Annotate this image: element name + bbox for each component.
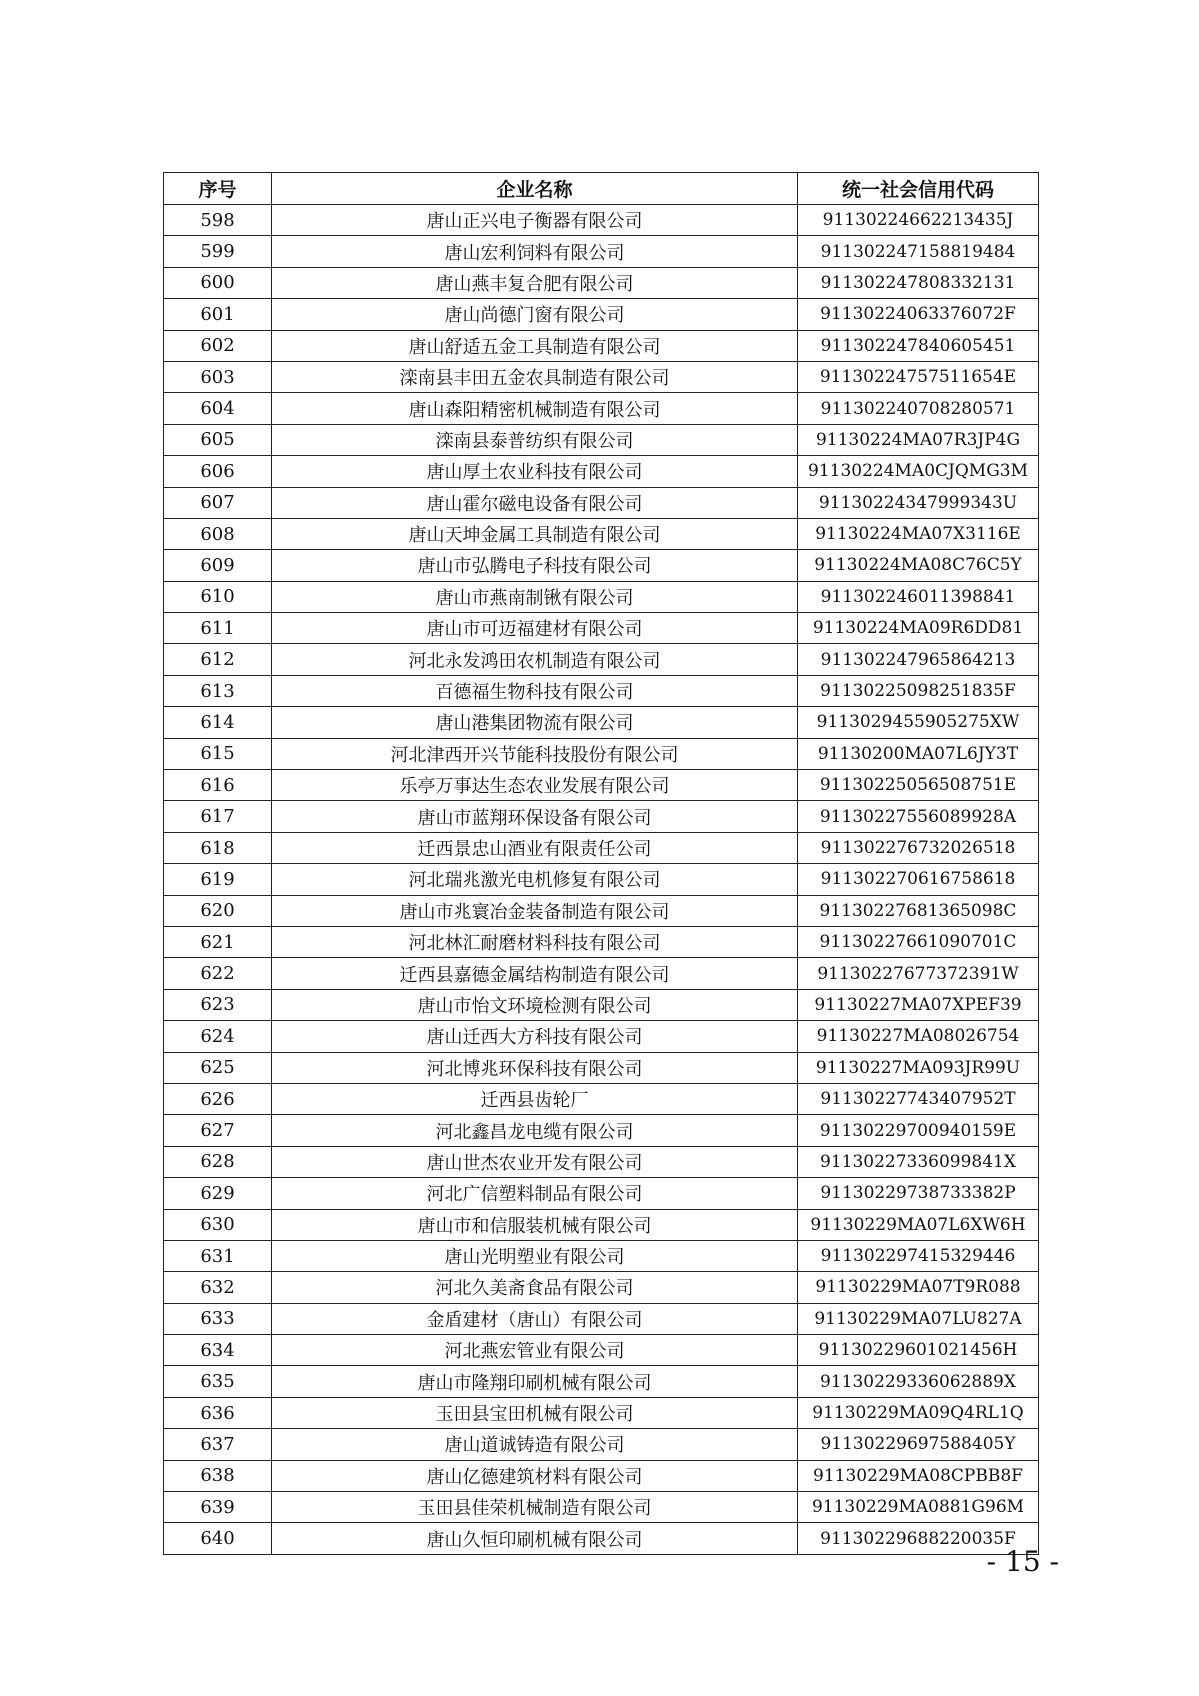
company-name-cell: 唐山天坤金属工具制造有限公司 <box>272 518 798 549</box>
credit-code-cell: 91130224MA0CJQMG3M <box>798 456 1039 487</box>
serial-number-cell: 623 <box>164 989 272 1020</box>
serial-number-cell: 618 <box>164 832 272 863</box>
company-name-cell: 唐山市兆寰冶金装备制造有限公司 <box>272 895 798 926</box>
company-name-cell: 乐亭万事达生态农业发展有限公司 <box>272 770 798 801</box>
credit-code-cell: 91130229336062889X <box>798 1366 1039 1397</box>
table-row <box>164 613 1039 644</box>
credit-code-cell: 91130227MA07XPEF39 <box>798 989 1039 1020</box>
company-name-cell: 玉田县佳荣机械制造有限公司 <box>272 1492 798 1523</box>
serial-number-cell: 598 <box>164 205 272 236</box>
serial-number-cell: 634 <box>164 1335 272 1366</box>
company-name-cell: 唐山正兴电子衡器有限公司 <box>272 205 798 236</box>
credit-code-cell: 91130225098251835F <box>798 675 1039 706</box>
enterprise-table <box>163 172 1039 1555</box>
credit-code-cell: 91130229MA08CPBB8F <box>798 1460 1039 1491</box>
table-header <box>164 173 1039 205</box>
credit-code-cell: 91130224662213435J <box>798 205 1039 236</box>
serial-number-cell: 625 <box>164 1052 272 1083</box>
serial-number-cell: 608 <box>164 518 272 549</box>
credit-code-cell: 91130224MA07R3JP4G <box>798 424 1039 455</box>
company-name-cell: 河北林汇耐磨材料科技有限公司 <box>272 926 798 957</box>
table-row <box>164 1272 1039 1303</box>
company-name-cell: 唐山舒适五金工具制造有限公司 <box>272 330 798 361</box>
serial-number-cell: 609 <box>164 550 272 581</box>
company-name-cell: 河北永发鸿田农机制造有限公司 <box>272 644 798 675</box>
credit-code-cell: 911302247158819484 <box>798 236 1039 267</box>
enterprise-table-container <box>163 172 1038 1555</box>
table-row <box>164 864 1039 895</box>
page-number: - 15 - <box>986 1545 1059 1578</box>
serial-number-cell: 637 <box>164 1429 272 1460</box>
serial-number-cell: 610 <box>164 581 272 612</box>
company-name-cell: 唐山久恒印刷机械有限公司 <box>272 1523 798 1554</box>
table-row <box>164 487 1039 518</box>
serial-number-cell: 606 <box>164 456 272 487</box>
company-name-cell: 唐山森阳精密机械制造有限公司 <box>272 393 798 424</box>
credit-code-cell: 91130229738733382P <box>798 1178 1039 1209</box>
company-name-cell: 河北鑫昌龙电缆有限公司 <box>272 1115 798 1146</box>
serial-number-cell: 624 <box>164 1021 272 1052</box>
table-row <box>164 330 1039 361</box>
credit-code-cell: 911302247808332131 <box>798 267 1039 298</box>
serial-number-cell: 631 <box>164 1240 272 1271</box>
table-row <box>164 958 1039 989</box>
table-row <box>164 738 1039 769</box>
credit-code-cell: 91130225056508751E <box>798 770 1039 801</box>
credit-code-cell: 91130229MA07LU827A <box>798 1303 1039 1334</box>
table-row <box>164 644 1039 675</box>
company-name-cell: 唐山道诚铸造有限公司 <box>272 1429 798 1460</box>
company-name-cell: 唐山市隆翔印刷机械有限公司 <box>272 1366 798 1397</box>
table-row <box>164 518 1039 549</box>
table-row <box>164 801 1039 832</box>
table-row <box>164 1115 1039 1146</box>
company-name-cell: 河北瑞兆激光电机修复有限公司 <box>272 864 798 895</box>
table-row <box>164 1523 1039 1554</box>
company-name-cell: 唐山世杰农业开发有限公司 <box>272 1146 798 1177</box>
header-row <box>164 173 1039 205</box>
table-row <box>164 1492 1039 1523</box>
company-name-cell: 唐山市怡文环境检测有限公司 <box>272 989 798 1020</box>
table-row <box>164 267 1039 298</box>
table-row <box>164 1052 1039 1083</box>
serial-number-cell: 602 <box>164 330 272 361</box>
table-row <box>164 1303 1039 1334</box>
table-row <box>164 236 1039 267</box>
serial-number-cell: 630 <box>164 1209 272 1240</box>
serial-number-cell: 626 <box>164 1083 272 1114</box>
credit-code-cell: 91130227556089928A <box>798 801 1039 832</box>
serial-number-cell: 619 <box>164 864 272 895</box>
company-name-cell: 唐山市弘腾电子科技有限公司 <box>272 550 798 581</box>
company-name-cell: 河北津西开兴节能科技股份有限公司 <box>272 738 798 769</box>
company-name-cell: 唐山厚土农业科技有限公司 <box>272 456 798 487</box>
credit-code-cell: 91130229MA07L6XW6H <box>798 1209 1039 1240</box>
table-row <box>164 1021 1039 1052</box>
table-row <box>164 1240 1039 1271</box>
credit-code-cell: 91130227677372391W <box>798 958 1039 989</box>
serial-number-cell: 601 <box>164 299 272 330</box>
serial-number-cell: 639 <box>164 1492 272 1523</box>
credit-code-cell: 911302246011398841 <box>798 581 1039 612</box>
serial-number-cell: 600 <box>164 267 272 298</box>
table-row <box>164 832 1039 863</box>
serial-number-cell: 636 <box>164 1397 272 1428</box>
credit-code-cell: 91130224757511654E <box>798 361 1039 392</box>
table-row <box>164 1335 1039 1366</box>
serial-number-cell: 599 <box>164 236 272 267</box>
credit-code-cell: 91130224MA08C76C5Y <box>798 550 1039 581</box>
credit-code-cell: 91130229MA09Q4RL1Q <box>798 1397 1039 1428</box>
company-name-cell: 滦南县泰普纺织有限公司 <box>272 424 798 455</box>
table-body <box>164 205 1039 1555</box>
serial-number-cell: 611 <box>164 613 272 644</box>
credit-code-cell: 91130229688220035F <box>798 1523 1039 1554</box>
company-name-cell: 百德福生物科技有限公司 <box>272 675 798 706</box>
credit-code-cell: 91130224347999343U <box>798 487 1039 518</box>
company-name-cell: 玉田县宝田机械有限公司 <box>272 1397 798 1428</box>
company-name-cell: 河北广信塑料制品有限公司 <box>272 1178 798 1209</box>
company-name-cell: 迁西县嘉德金属结构制造有限公司 <box>272 958 798 989</box>
credit-code-cell: 91130224MA07X3116E <box>798 518 1039 549</box>
credit-code-cell: 91130200MA07L6JY3T <box>798 738 1039 769</box>
company-name-cell: 滦南县丰田五金农具制造有限公司 <box>272 361 798 392</box>
table-row <box>164 424 1039 455</box>
company-name-cell: 河北久美斋食品有限公司 <box>272 1272 798 1303</box>
header-company-name: 企业名称 <box>272 173 798 205</box>
company-name-cell: 唐山迁西大方科技有限公司 <box>272 1021 798 1052</box>
table-row <box>164 361 1039 392</box>
table-row <box>164 205 1039 236</box>
serial-number-cell: 635 <box>164 1366 272 1397</box>
company-name-cell: 唐山宏利饲料有限公司 <box>272 236 798 267</box>
table-row <box>164 926 1039 957</box>
table-row <box>164 1209 1039 1240</box>
table-row <box>164 1460 1039 1491</box>
credit-code-cell: 911302297415329446 <box>798 1240 1039 1271</box>
table-row <box>164 581 1039 612</box>
serial-number-cell: 627 <box>164 1115 272 1146</box>
serial-number-cell: 638 <box>164 1460 272 1491</box>
company-name-cell: 河北燕宏管业有限公司 <box>272 1335 798 1366</box>
serial-number-cell: 615 <box>164 738 272 769</box>
company-name-cell: 迁西景忠山酒业有限责任公司 <box>272 832 798 863</box>
table-row <box>164 770 1039 801</box>
credit-code-cell: 91130227MA093JR99U <box>798 1052 1039 1083</box>
table-row <box>164 895 1039 926</box>
company-name-cell: 唐山市和信服装机械有限公司 <box>272 1209 798 1240</box>
company-name-cell: 唐山光明塑业有限公司 <box>272 1240 798 1271</box>
credit-code-cell: 91130224MA09R6DD81 <box>798 613 1039 644</box>
serial-number-cell: 612 <box>164 644 272 675</box>
serial-number-cell: 632 <box>164 1272 272 1303</box>
table-row <box>164 1178 1039 1209</box>
serial-number-cell: 629 <box>164 1178 272 1209</box>
table-row <box>164 1083 1039 1114</box>
company-name-cell: 金盾建材（唐山）有限公司 <box>272 1303 798 1334</box>
table-row <box>164 1429 1039 1460</box>
credit-code-cell: 911302247965864213 <box>798 644 1039 675</box>
table-row <box>164 675 1039 706</box>
table-row <box>164 550 1039 581</box>
serial-number-cell: 614 <box>164 707 272 738</box>
table-row <box>164 1146 1039 1177</box>
credit-code-cell: 91130229MA0881G96M <box>798 1492 1039 1523</box>
serial-number-cell: 620 <box>164 895 272 926</box>
serial-number-cell: 616 <box>164 770 272 801</box>
company-name-cell: 迁西县齿轮厂 <box>272 1083 798 1114</box>
credit-code-cell: 91130227661090701C <box>798 926 1039 957</box>
company-name-cell: 唐山燕丰复合肥有限公司 <box>272 267 798 298</box>
credit-code-cell: 91130229601021456H <box>798 1335 1039 1366</box>
table-row <box>164 393 1039 424</box>
header-credit-code: 统一社会信用代码 <box>798 173 1039 205</box>
table-row <box>164 1397 1039 1428</box>
credit-code-cell: 91130227743407952T <box>798 1083 1039 1114</box>
company-name-cell: 河北博兆环保科技有限公司 <box>272 1052 798 1083</box>
company-name-cell: 唐山港集团物流有限公司 <box>272 707 798 738</box>
credit-code-cell: 91130229697588405Y <box>798 1429 1039 1460</box>
table-row <box>164 456 1039 487</box>
credit-code-cell: 911302276732026518 <box>798 832 1039 863</box>
credit-code-cell: 91130227336099841X <box>798 1146 1039 1177</box>
table-row <box>164 1366 1039 1397</box>
serial-number-cell: 607 <box>164 487 272 518</box>
serial-number-cell: 604 <box>164 393 272 424</box>
credit-code-cell: 911302247840605451 <box>798 330 1039 361</box>
serial-number-cell: 605 <box>164 424 272 455</box>
company-name-cell: 唐山亿德建筑材料有限公司 <box>272 1460 798 1491</box>
credit-code-cell: 9113029455905275XW <box>798 707 1039 738</box>
header-serial-number: 序号 <box>164 173 272 205</box>
company-name-cell: 唐山霍尔磁电设备有限公司 <box>272 487 798 518</box>
table-row <box>164 989 1039 1020</box>
credit-code-cell: 91130229700940159E <box>798 1115 1039 1146</box>
serial-number-cell: 617 <box>164 801 272 832</box>
credit-code-cell: 911302240708280571 <box>798 393 1039 424</box>
table-row <box>164 299 1039 330</box>
serial-number-cell: 613 <box>164 675 272 706</box>
credit-code-cell: 91130224063376072F <box>798 299 1039 330</box>
credit-code-cell: 91130229MA07T9R088 <box>798 1272 1039 1303</box>
company-name-cell: 唐山尚德门窗有限公司 <box>272 299 798 330</box>
company-name-cell: 唐山市燕南制锹有限公司 <box>272 581 798 612</box>
serial-number-cell: 640 <box>164 1523 272 1554</box>
serial-number-cell: 628 <box>164 1146 272 1177</box>
credit-code-cell: 91130227681365098C <box>798 895 1039 926</box>
serial-number-cell: 621 <box>164 926 272 957</box>
credit-code-cell: 911302270616758618 <box>798 864 1039 895</box>
serial-number-cell: 603 <box>164 361 272 392</box>
company-name-cell: 唐山市蓝翔环保设备有限公司 <box>272 801 798 832</box>
company-name-cell: 唐山市可迈福建材有限公司 <box>272 613 798 644</box>
serial-number-cell: 622 <box>164 958 272 989</box>
credit-code-cell: 91130227MA08026754 <box>798 1021 1039 1052</box>
table-row <box>164 707 1039 738</box>
serial-number-cell: 633 <box>164 1303 272 1334</box>
